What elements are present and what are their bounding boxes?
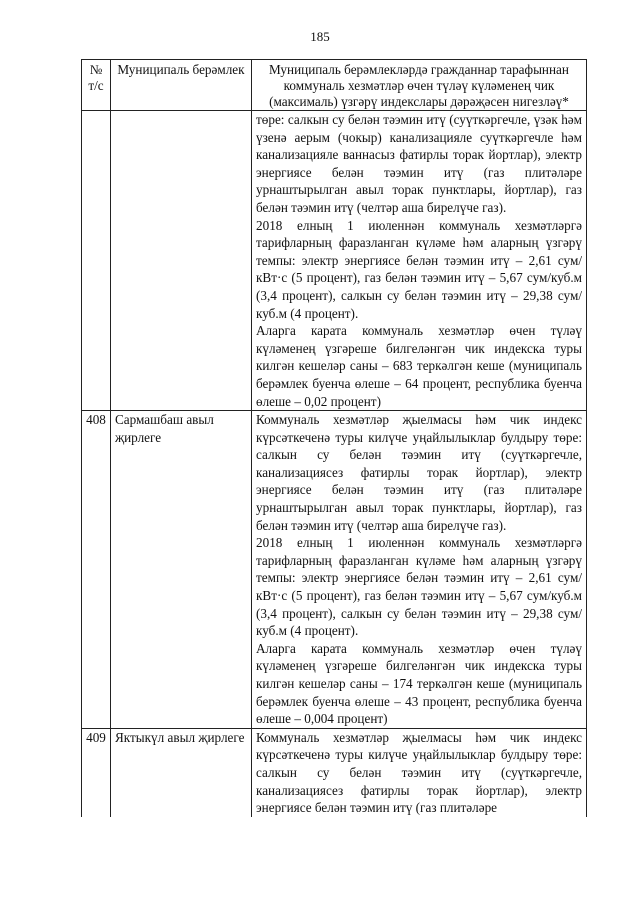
header-num: № т/с [82,60,111,111]
header-municipality: Муниципаль берәмлек [111,60,252,111]
description-paragraph: 2018 елның 1 июленнән коммуналь хезмәтләргә тарифларның фаразланган күләме һәм аларның үзгәрү темпы: электр энергиясе белән тәэмин итү – 2,61 сум/кВт·с (5 процент), газ белән тәэмин итү – 5,67 сум/куб.м (3,4 процент), салкын су белән тәэмин итү – 29,38 сум/куб.м (4 процент). [256,217,582,321]
row-num [82,111,111,411]
table-row [82,111,587,411]
row-num: 408 [82,411,111,729]
description-paragraph: Аларга карата коммуналь хезмәтләр өчен түләү күләменең үзгәреше билгеләнгән чик индекска туры килгән кешеләр саны – 683 теркәлгән кеше (муниципаль берәмлек буенча өлеше – 64 процент, республика буенча өлеше – 0,02 процент) [256,323,582,409]
description-paragraph: Коммуналь хезмәтләр җыелмасы һәм чик индекс күрсәткеченә туры килүче уңайлылыклар булдыру төре: салкын су белән тәэмин итү (суүткәргечле, канализациясез фатирлы торак йортлар), электр энергиясе белән тәэмин итү (газ плитәләре [256,729,582,816]
description-paragraph: Аларга карата коммуналь хезмәтләр өчен түләү күләменең үзгәреше билгеләнгән чик индекска туры килгән кешеләр саны – 174 теркәлгән кеше (муниципаль берәмлек буенча өлеше – 43 процент, республика буенча өлеше – 0,004 процент) [256,640,582,727]
description-paragraph: Коммуналь хезмәтләр җыелмасы һәм чик индекс күрсәткеченә туры килүче уңайлылыклар булдыру төре: салкын су белән тәэмин итү (суүткәргечле, канализациясез фатирлы торак йортлар), электр энергиясе белән тәэмин итү (газ плитәләре урнаштырылган авыл торак пунктлары, йортлар), газ белән тәэмин итү (челтәр аша бирелүче газ). [256,412,582,533]
header-description: Муниципаль берәмлекләрдә гражданнар тарафыннан коммуналь хезмәтләр өчен түләү күләменең чик (максималь) үзгәрү индекслары дәрәҗәсен нигезләү* [252,60,587,111]
row-municipality: Яктыкүл авыл җирлеге [111,728,252,816]
description-paragraph: 2018 елның 1 июленнән коммуналь хезмәтләргә тарифларның фаразланган күләме һәм аларның үзгәрү темпы: электр энергиясе белән тәэмин итү – 2,61 сум/кВт·с (5 процент), газ белән тәэмин итү – 5,67 сум/куб.м (3,4 процент), салкын су белән тәэмин итү – 29,38 сум/куб.м (4 процент). [256,535,582,639]
row-municipality: Сармашбаш авыл җирлеге [111,411,252,729]
table-row [82,728,587,816]
description-paragraph: төре: салкын су белән тәэмин итү (суүткәргечле, үзәк һәм үзенә аерым (чокыр) канализацияле суүткәргечле һәм канализацияле ваннасыз фатирлы торак йортлар), электр энергиясе белән тәэмин итү (газ плитәләре урнаштырылган авыл торак пунктлары, йортлар), газ белән тәэмин итү (челтәр аша бирелүче газ). [256,112,582,215]
table-header-row [82,60,587,111]
tariff-table [81,59,587,817]
row-num: 409 [82,728,111,816]
row-municipality [111,111,252,411]
row-description [252,728,587,816]
page-number: 185 [310,29,330,44]
row-description [252,411,587,729]
table-row [82,411,587,729]
row-description [252,111,587,411]
